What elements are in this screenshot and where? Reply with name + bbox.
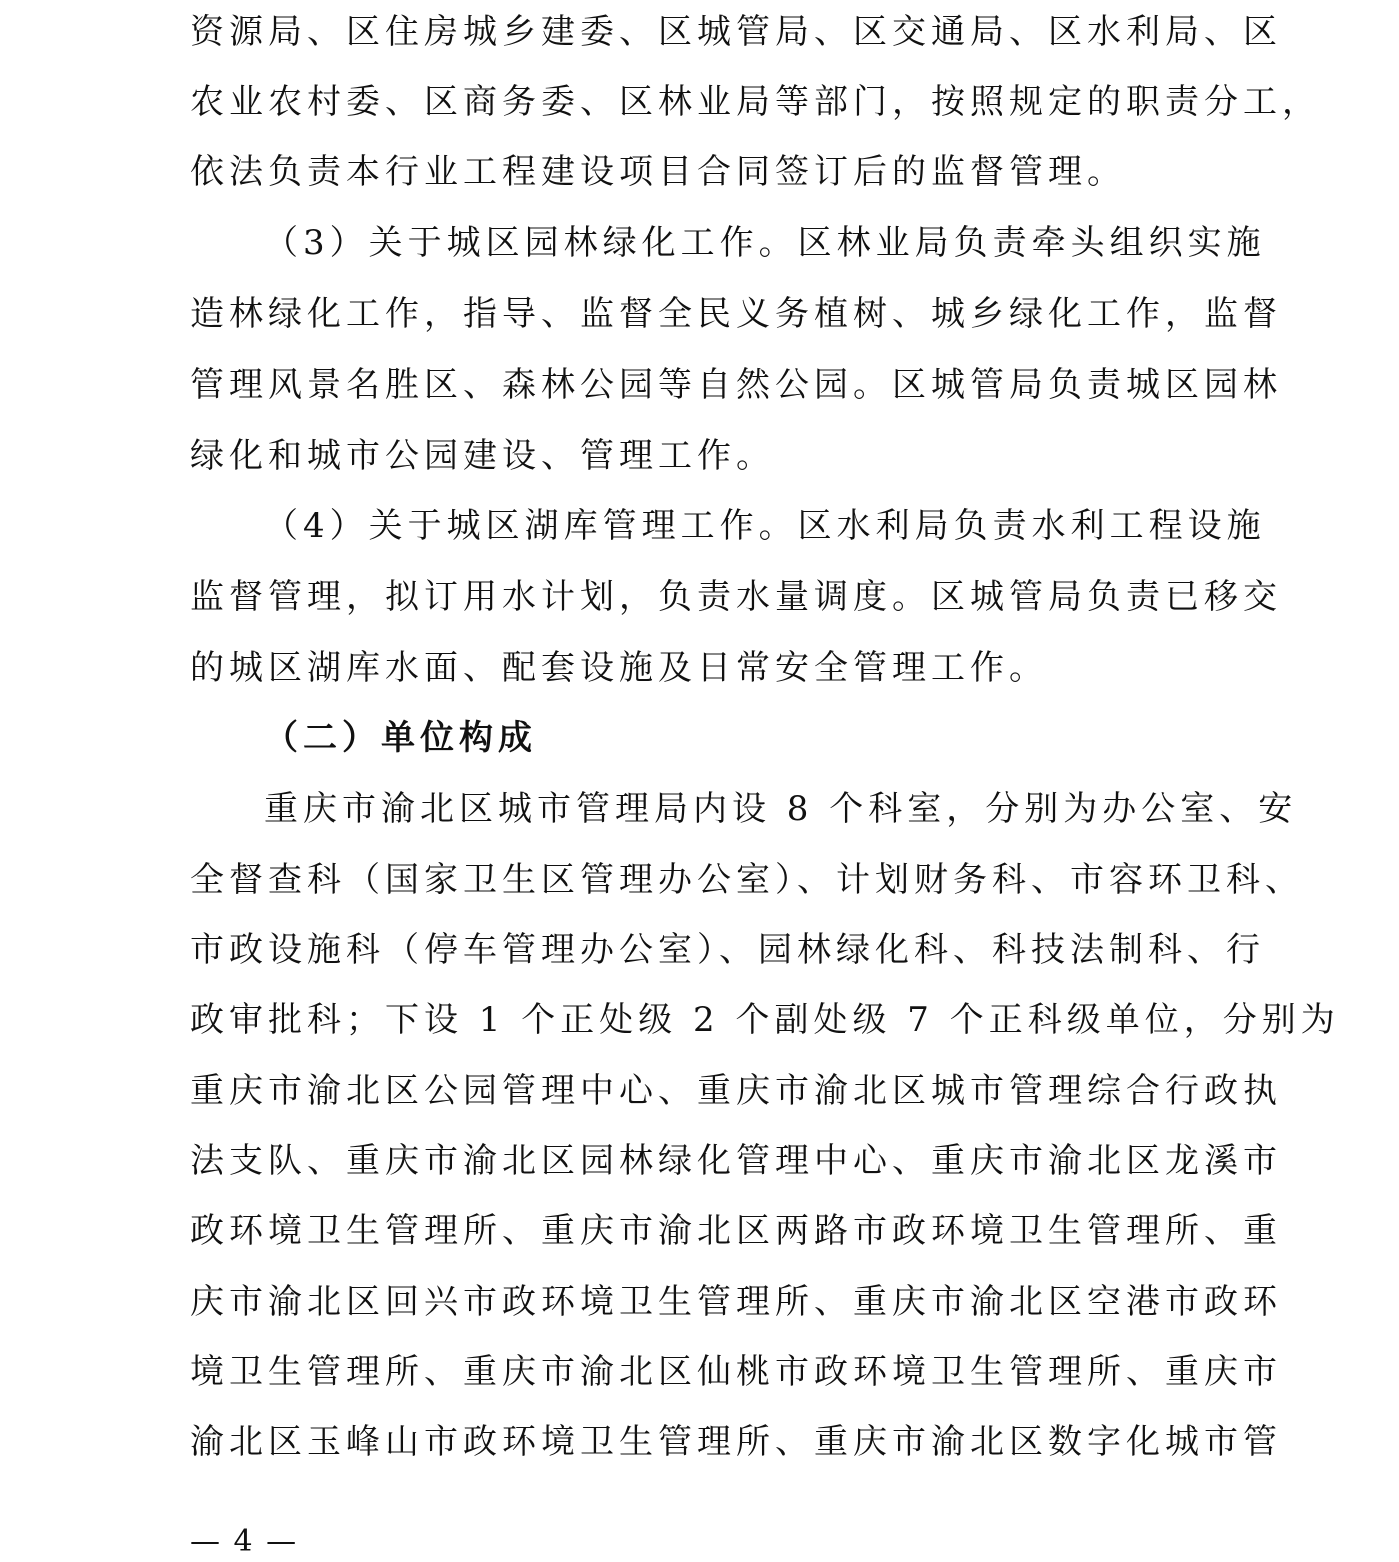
text-line: 法支队、重庆市渝北区园林绿化管理中心、重庆市渝北区龙溪市	[190, 1141, 1282, 1181]
paragraph-start-line: （3）关于城区园林绿化工作。区林业局负责牵头组织实施	[264, 223, 1266, 263]
paragraph-start-line: （4）关于城区湖库管理工作。区水利局负责水利工程设施	[264, 506, 1266, 546]
text-line: 政环境卫生管理所、重庆市渝北区两路市政环境卫生管理所、重	[190, 1211, 1282, 1251]
text-line: 的城区湖库水面、配套设施及日常安全管理工作。	[190, 648, 1048, 688]
page-number: — 4 —	[190, 1524, 299, 1559]
text-line: 全督查科（国家卫生区管理办公室）、计划财务科、市容环卫科、	[190, 860, 1304, 900]
text-line: 监督管理，拟订用水计划，负责水量调度。区城管局负责已移交	[190, 577, 1282, 617]
text-line: 渝北区玉峰山市政环境卫生管理所、重庆市渝北区数字化城市管	[190, 1422, 1282, 1462]
text-line: 境卫生管理所、重庆市渝北区仙桃市政环境卫生管理所、重庆市	[190, 1352, 1282, 1392]
text-line: 资源局、区住房城乡建委、区城管局、区交通局、区水利局、区	[190, 12, 1282, 52]
paragraph-start-line: 重庆市渝北区城市管理局内设 8 个科室，分别为办公室、安	[264, 789, 1298, 829]
text-line: 庆市渝北区回兴市政环境卫生管理所、重庆市渝北区空港市政环	[190, 1282, 1282, 1322]
text-line: 造林绿化工作，指导、监督全民义务植树、城乡绿化工作，监督	[190, 294, 1282, 334]
text-line: 依法负责本行业工程建设项目合同签订后的监督管理。	[190, 152, 1126, 192]
text-line: 管理风景名胜区、森林公园等自然公园。区城管局负责城区园林	[190, 365, 1282, 405]
text-line: 政审批科；下设 1 个正处级 2 个副处级 7 个正科级单位，分别为	[190, 1000, 1340, 1040]
text-line: 市政设施科（停车管理办公室）、园林绿化科、科技法制科、行	[190, 930, 1265, 970]
text-line: 农业农村委、区商务委、区林业局等部门，按照规定的职责分工，	[190, 82, 1321, 122]
text-line: 重庆市渝北区公园管理中心、重庆市渝北区城市管理综合行政执	[190, 1071, 1282, 1111]
text-line: 绿化和城市公园建设、管理工作。	[190, 436, 775, 476]
section-heading: （二）单位构成	[264, 718, 537, 758]
